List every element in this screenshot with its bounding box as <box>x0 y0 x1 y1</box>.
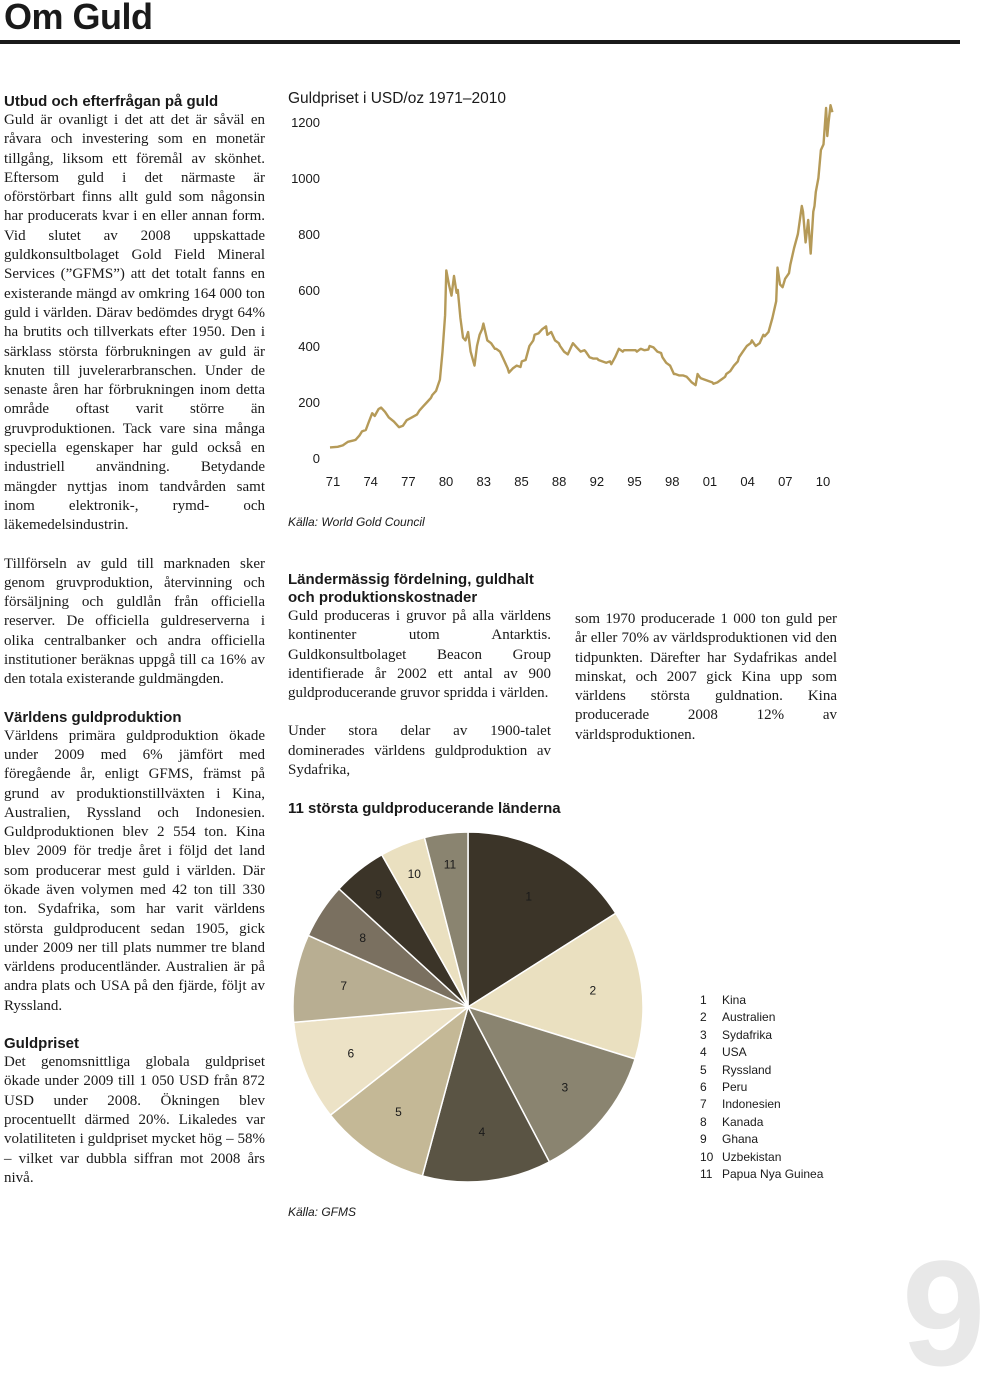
y-tick-label: 800 <box>298 227 320 242</box>
mid-column <box>288 571 551 780</box>
price-heading: Guldpriset <box>4 1035 80 1053</box>
right-paragraph: som 1970 producerade 1 000 ton guld per år eller 70% av världsproduktionen vid den tidpunkten. Därefter har Sydafrikas andel minskat, och 2007 gick Kina upp som världens största guldnation. Kina producerade 2008 12% av världsproduktionen. <box>575 611 837 743</box>
x-tick-label: 92 <box>589 474 605 489</box>
legend-number: 2 <box>700 1010 707 1025</box>
line-chart-source: Källa: World Gold Council <box>288 515 425 529</box>
legend-item <box>700 1027 823 1044</box>
legend-number: 1 <box>700 993 707 1007</box>
x-tick-label: 71 <box>325 474 341 489</box>
legend-number: 8 <box>700 1114 707 1129</box>
legend-country: Sydafrika <box>722 1027 773 1042</box>
x-tick-label: 83 <box>476 474 492 489</box>
supply-paragraph-1: Guld är ovanligt i det att det är såväl en råvara och investering som en monetär tillgång, liksom ett föremål av skönhet. Eftersom guld i det närmaste är oförstörbart finns allt guld som någonsin har producerats kvar i en eller annan form. Vid slutet av 2008 uppskattade guldkonsultbolaget Gold Field Mineral Services (”GFMS”) att det totalt fanns en existerande mängd av omkring 164 000 ton guld i världen. Därav bedömdes drygt 64% ha brutits och tillverkats efter 1950. Den i särklass största förbrukningen av guld är knuten till juvelerarbranschen. Under de senaste åren har förbrukningen inom detta område oftast varit större än gruvproduktionen. Tack vare sina många speciella egenskaper har guld också en industriell användning. Betydande mängder nyttjas inom tandvården samt inom elektronik-, rymd- och läkemedelsindustrin. <box>4 112 265 534</box>
pie-slice-label: 7 <box>340 979 348 994</box>
pie-slice-label: 6 <box>347 1046 355 1061</box>
legend-country: Australien <box>722 1010 776 1025</box>
legend-country: Ryssland <box>722 1062 772 1077</box>
legend-number: 3 <box>700 1027 707 1042</box>
supply-heading: Utbud och efterfrågan på guld <box>4 93 219 110</box>
legend-number: 11 <box>700 1167 713 1182</box>
y-tick-label: 0 <box>312 451 320 466</box>
y-tick-label: 400 <box>298 339 320 354</box>
legend-item <box>700 1009 823 1026</box>
x-tick-label: 88 <box>551 474 567 489</box>
legend-item <box>700 992 823 1009</box>
legend-item <box>700 1044 823 1061</box>
legend-item <box>700 1079 823 1096</box>
legend-country: USA <box>722 1045 747 1060</box>
x-tick-label: 74 <box>363 474 378 489</box>
legend-country: Indonesien <box>722 1097 781 1112</box>
x-tick-label: 07 <box>778 474 793 489</box>
legend-number: 6 <box>700 1080 707 1095</box>
pie-slice-label: 2 <box>589 983 597 998</box>
pie-slice-label: 11 <box>443 857 457 872</box>
legend-item <box>700 1166 823 1183</box>
pie-chart-title: 11 största guldproducerande länderna <box>288 800 561 817</box>
pie-legend <box>700 992 823 1183</box>
producer-pie-chart <box>290 830 700 1200</box>
gold-price-line-chart <box>280 110 860 495</box>
legend-item <box>700 1114 823 1131</box>
y-tick-label: 1000 <box>291 171 320 186</box>
supply-paragraph-2: Tillförseln av guld till marknaden sker genom gruvproduktion, återvinning och försäljning och guldlån från officiella reserver. De officiella guldreserverna i olika centralbanker och andra officiella institutioner beräknas uppgå till ca 16% av den totala existerande guldmängden. <box>4 555 265 688</box>
price-paragraph: Det genomsnittliga globala guldpriset ökade under 2009 till 1 050 USD från 872 USD under 2008. Ökningen blev procentuellt därmed 20%. Likaledes var volatiliteten i guldpriset mycket hög – 58% – vilket var dubbla siffran mot 2008 års nivå. <box>4 1054 265 1186</box>
production-heading: Världens guldproduktion <box>4 708 182 726</box>
x-tick-label: 04 <box>740 474 755 489</box>
legend-number: 10 <box>700 1149 714 1164</box>
y-tick-label: 600 <box>298 283 320 298</box>
legend-country: Papua Nya Guinea <box>722 1167 824 1182</box>
legend-item <box>700 1131 823 1148</box>
right-column <box>575 610 837 745</box>
title-rule <box>0 40 960 44</box>
pie-slice-label: 1 <box>525 889 533 904</box>
pie-slice-label: 10 <box>407 866 421 881</box>
x-tick-label: 01 <box>702 474 718 489</box>
y-tick-label: 200 <box>298 395 320 410</box>
x-tick-label: 95 <box>627 474 642 489</box>
pie-slice-label: 8 <box>359 930 367 945</box>
legend-number: 7 <box>700 1097 707 1112</box>
legend-country: Kanada <box>722 1114 764 1129</box>
line-chart-title: Guldpriset i USD/oz 1971–2010 <box>288 90 506 107</box>
x-tick-label: 77 <box>401 474 416 489</box>
left-column <box>4 93 265 1188</box>
pie-slice-label: 9 <box>375 887 382 902</box>
legend-number: 9 <box>700 1132 707 1147</box>
page-title: Om Guld <box>4 0 153 37</box>
legend-number: 5 <box>700 1062 707 1077</box>
legend-item <box>700 1062 823 1079</box>
legend-number: 4 <box>700 1045 707 1060</box>
page-number: 9 <box>902 1229 985 1397</box>
legend-country: Uzbekistan <box>722 1149 782 1164</box>
legend-item <box>700 1149 823 1166</box>
pie-slice-label: 5 <box>395 1105 402 1120</box>
legend-item <box>700 1096 823 1113</box>
x-tick-label: 98 <box>664 474 680 489</box>
gold-price-series-line <box>330 105 832 447</box>
pie-chart-source: Källa: GFMS <box>288 1205 357 1219</box>
mid-paragraph-1: Guld produceras i gruvor på alla världens kontinenter utom Antarktis. Guldkonsultbolaget Beacon Group identifierade år 2002 ett antal av 900 guldproducerande gruvor spridda i världen. <box>288 608 551 702</box>
x-tick-label: 10 <box>815 474 831 489</box>
legend-country: Kina <box>722 993 747 1007</box>
x-tick-label: 85 <box>514 474 529 489</box>
pie-slice-label: 3 <box>561 1080 569 1095</box>
production-paragraph: Världens primära guldproduktion ökade under 2009 med 6% jämfört med föregående år, enligt GFMS, främst på grund av produktionstillväxten i Kina, Australien, Ryssland och Indonesien. Guldproduktionen blev 2 554 ton. Kina blev 2009 för tredje året i följd det land som producerar mest guld i världen. Där ökade även volymen med 42 ton till 330 ton. Sydafrika, som har varit världens största guldproducent sedan 1905, gick under 2009 ner till plats nummer tre bland världens producentländer. Australien är på andra plats och USA på den fjärde, följt av Ryssland. <box>4 727 265 1014</box>
x-tick-label: 80 <box>438 474 454 489</box>
y-tick-label: 1200 <box>291 115 320 130</box>
legend-country: Peru <box>722 1080 748 1095</box>
country-distribution-heading: Ländermässig fördelning, guldhalt och produktionskostnader <box>288 571 534 606</box>
mid-paragraph-2: Under stora delar av 1900-talet dominerades världens guldproduktion av Sydafrika, <box>288 723 551 779</box>
pie-slice-label: 4 <box>478 1125 486 1140</box>
legend-country: Ghana <box>722 1132 759 1147</box>
